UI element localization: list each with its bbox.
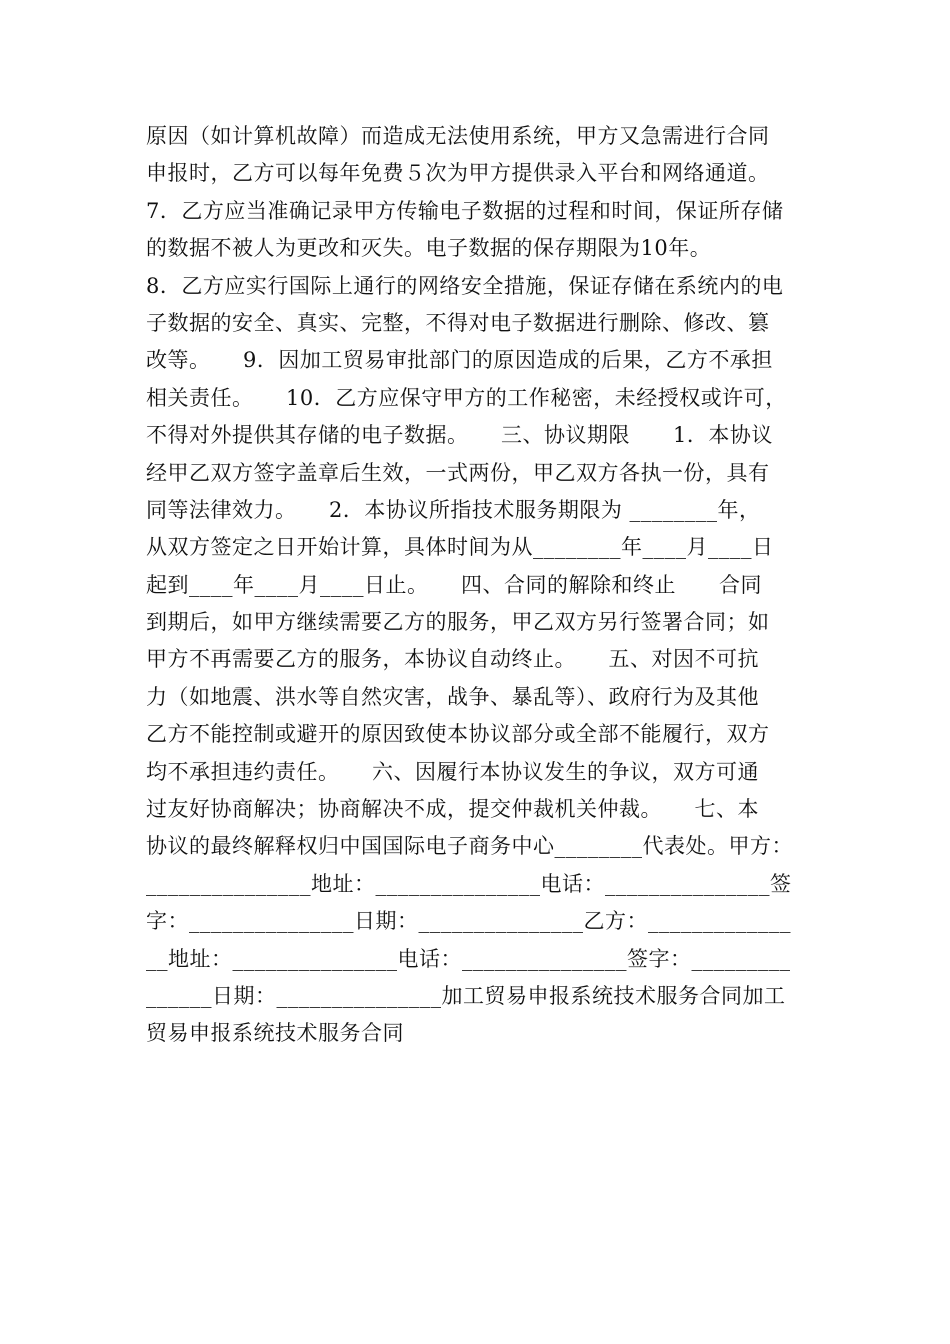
text-line: 改等。 9．因加工贸易审批部门的原因造成的后果，乙方不承担 bbox=[146, 348, 773, 373]
text-line: 均不承担违约责任。 六、因履行本协议发生的争议，双方可通 bbox=[146, 759, 759, 784]
text-line: 协议的最终解释权归中国国际电子商务中心________代表处。甲方： bbox=[146, 834, 793, 859]
text-line: 字：_______________日期：_______________乙方：_____________ bbox=[146, 909, 791, 934]
text-line: 乙方不能控制或避开的原因致使本协议部分或全部不能履行，双方 bbox=[146, 722, 770, 747]
text-line: 原因（如计算机故障）而造成无法使用系统，甲方又急需进行合同 bbox=[146, 124, 770, 148]
contract-body-text bbox=[146, 118, 806, 1053]
text-line: 到期后，如甲方继续需要乙方的服务，甲乙双方另行签署合同；如 bbox=[146, 610, 770, 635]
text-line: 经甲乙双方签字盖章后生效，一式两份，甲乙双方各执一份，具有 bbox=[146, 460, 770, 485]
text-line: _______________地址：_______________电话：_______________签 bbox=[146, 871, 792, 896]
text-line: 申报时，乙方可以每年免费５次为甲方提供录入平台和网络通道。 bbox=[146, 161, 770, 186]
text-line: 同等法律效力。 2．本协议所指技术服务期限为 ________年， bbox=[146, 497, 761, 522]
text-line: 甲方不再需要乙方的服务，本协议自动终止。 五、对因不可抗 bbox=[146, 647, 759, 672]
text-line: ______日期：_______________加工贸易申报系统技术服务合同加工 bbox=[146, 983, 786, 1008]
text-line: __地址：_______________电话：_______________签字：_________ bbox=[146, 946, 791, 971]
text-line: 力（如地震、洪水等自然灾害，战争、暴乱等）、政府行为及其他 bbox=[146, 684, 759, 709]
text-line: 从双方签定之日开始计算，具体时间为从________年____月____日 bbox=[146, 535, 774, 560]
text-line: 不得对外提供其存储的电子数据。 三、协议期限 1．本协议 bbox=[146, 423, 773, 448]
text-line: 相关责任。 10．乙方应保守甲方的工作秘密，未经授权或许可， bbox=[146, 385, 787, 410]
text-line: 8．乙方应实行国际上通行的网络安全措施，保证存储在系统内的电 bbox=[146, 273, 784, 298]
text-line: 7．乙方应当准确记录甲方传输电子数据的过程和时间，保证所存储 bbox=[146, 198, 784, 223]
text-line: 贸易申报系统技术服务合同 bbox=[146, 1021, 404, 1046]
text-line: 过友好协商解决；协商解决不成，提交仲裁机关仲裁。 七、本 bbox=[146, 797, 759, 822]
text-line: 起到____年____月____日止。 四、合同的解除和终止 合同 bbox=[146, 572, 762, 597]
text-line: 的数据不被人为更改和灭失。电子数据的保存期限为10年。 bbox=[146, 236, 712, 261]
text-line: 子数据的安全、真实、完整，不得对电子数据进行删除、修改、篡 bbox=[146, 310, 770, 335]
